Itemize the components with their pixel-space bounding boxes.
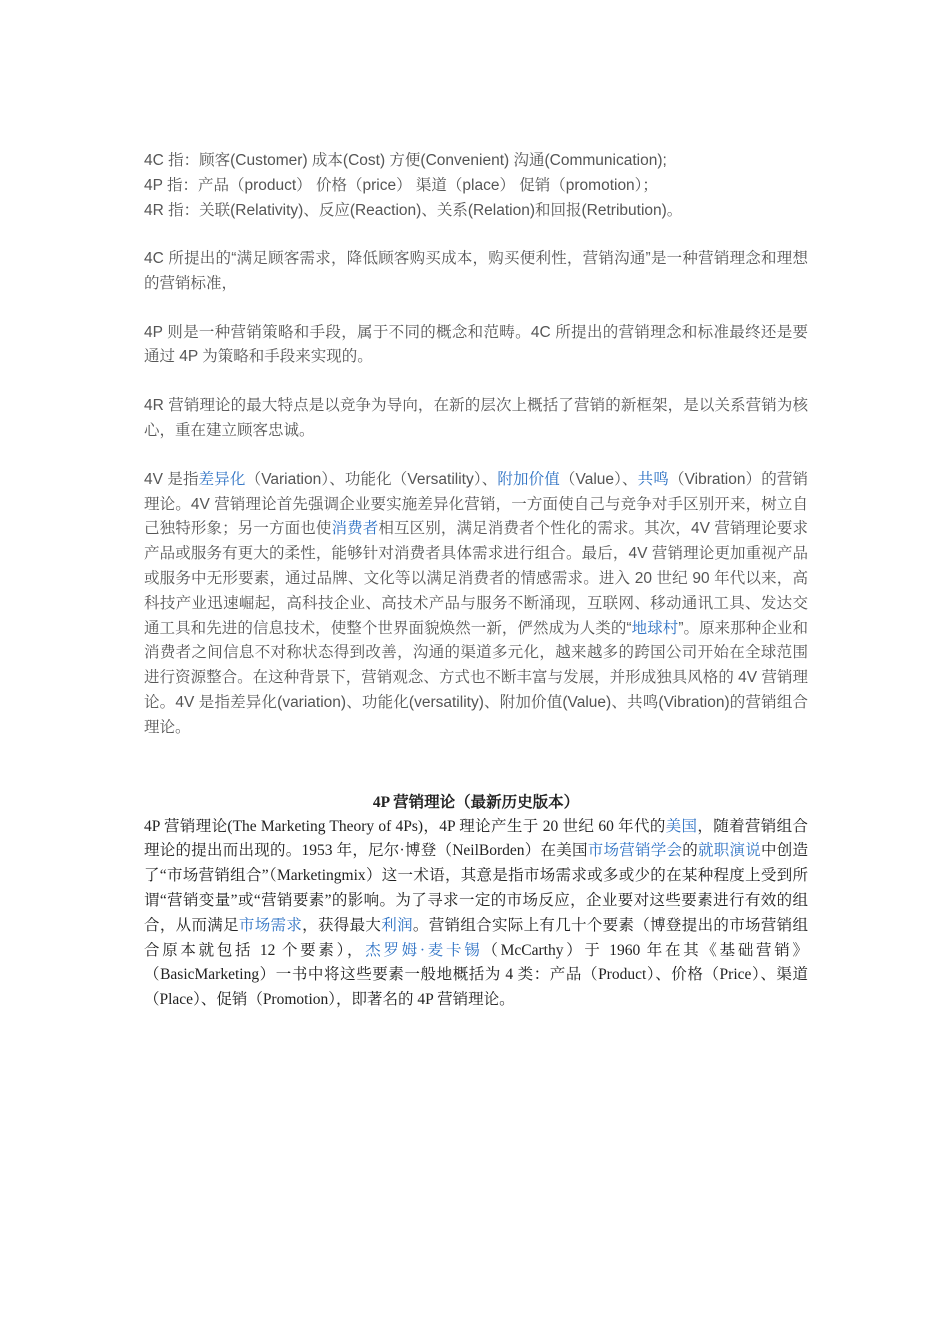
text-run: ，随着营销组合理论的提出而出现的。1953 年，尼尔·博登（NeilBorden）在美国 [144,817,808,860]
def-4r: 4R 指：关联(Relativity)、反应(Reaction)、关系(Relation)和回报(Retribution)。 [144,202,683,219]
paragraph-4v [144,468,808,741]
text-run: 的 [682,842,698,860]
link-inaugural-speech[interactable]: 就职演说 [697,842,761,860]
section-title: 4P 营销理论（最新历史版本） [372,793,580,811]
link-mccarthy[interactable]: 杰罗姆·麦卡锡 [365,941,483,959]
paragraph-4p-history [144,815,808,1013]
text-run: （Vibration）的营销理论。4V 营销理论首先强调企业要实施差异化营销，一方面使自己与竞争对手区别开来，树立自己独特形象；另一方面也使 [144,470,808,538]
def-4c: 4C 指：顾客(Customer) 成本(Cost) 方便(Convenient) 沟通(Communication); [144,152,667,169]
link-consumer[interactable]: 消费者 [331,520,379,538]
def-4p: 4P 指：产品（product） 价格（price） 渠道（place） 促销（promotion）； [144,177,658,194]
paragraph-4r: 4R 营销理论的最大特点是以竞争为导向，在新的层次上概括了营销的新框架，是以关系营销为核心，重在建立顾客忠诚。 [144,397,808,439]
link-resonance[interactable]: 共鸣 [637,470,669,488]
link-profit[interactable]: 利润 [381,916,413,934]
text-run: 4V 是指 [144,470,199,488]
text-run: ，获得最大 [302,916,382,934]
text-run: （Variation）、功能化（Versatility）、 [245,470,498,488]
text-run: 中创造了“市场营销组合”（Marketingmix）这一术语，其意是指市场需求或多或少的在某种程度上受到所谓“营销变量”或“营销要素”的影响。为了寻求一定的市场反应，企业要对这些要素进行有效的组合，从而满足 [144,842,808,934]
paragraph-4c: 4C 所提出的“满足顾客需求，降低顾客购买成本，购买便利性，营销沟通”是一种营销理念和理想的营销标准， [144,250,808,292]
paragraph-4p: 4P 则是一种营销策略和手段，属于不同的概念和范畴。4C 所提出的营销理念和标准最终还是要通过 4P 为策略和手段来实现的。 [144,323,808,366]
link-marketing-association[interactable]: 市场营销学会 [587,842,683,860]
text-run: 相互区别，满足消费者个性化的需求。其次，4V 营销理论要求产品或服务有更大的柔性，能够针对消费者具体需求进行组合。最后，4V 营销理论更加重视产品或服务中无形要素，通过品牌、文化等以满足消费者的情感需求。进入 20 世纪 90 年代以来，高科技产业迅速崛起，高科技企业、高技术产品与服务不断涌现，互联网、移动通讯工具、发达交通工具和先进的信息技术，使整个世界面貌焕然一新，俨然成为人类的“ [144,520,808,637]
link-added-value[interactable]: 附加价值 [497,470,560,488]
link-differentiation[interactable]: 差异化 [198,470,246,488]
text-run: （Value）、 [559,470,638,488]
text-run: ”。原来那种企业和消费者之间信息不对称状态得到改善，沟通的渠道多元化，越来越多的跨国公司开始在全球范围进行资源整合。在这种背景下，营销观念、方式也不断丰富与发展，并形成独具风格的 4V 营销理论。4V 是指差异化(variation)、功能化(versatility)、附加价值(Value)、共鸣(Vibration)的营销组合理论。 [144,619,808,736]
text-run: 。营销组合实际上有几十个要素（博登提出的市场营销组合原本就包括 12 个要素）， [144,916,808,959]
document-body [144,148,808,1013]
text-run: 4P 营销理论(The Marketing Theory of 4Ps)，4P 理论产生于 20 世纪 60 年代的 [144,817,666,835]
link-usa[interactable]: 美国 [665,817,698,835]
text-run: （McCarthy）于 1960 年在其《基础营销》（BasicMarketing）一书中将这些要素一般地概括为 4 类：产品（Product）、价格（Price）、渠道（Place）、促销（Promotion），即著名的 4P 营销理论。 [144,941,808,1009]
link-global-village[interactable]: 地球村 [631,619,679,637]
link-market-demand[interactable]: 市场需求 [238,916,303,934]
